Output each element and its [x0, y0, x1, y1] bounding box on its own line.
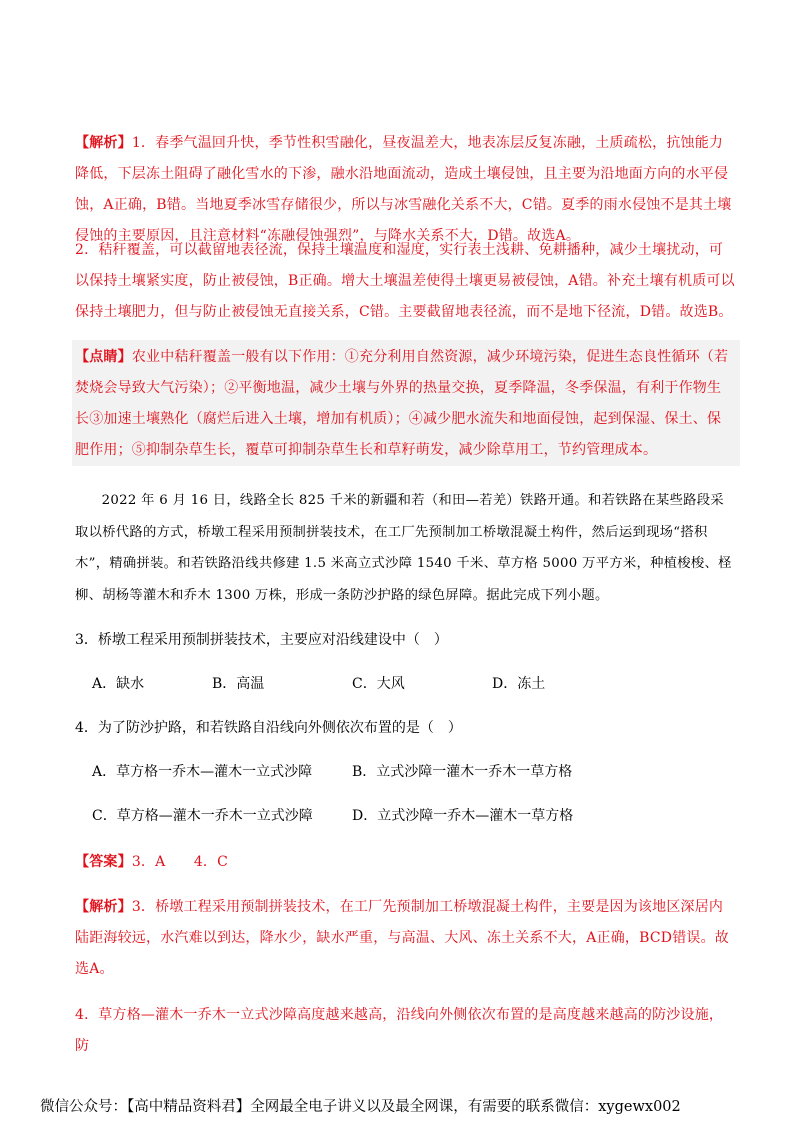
question-4-option-b[interactable]: B．立式沙障一灌木一乔木一草方格 [352, 764, 573, 780]
question-3-stem: 3．桥墩工程采用预制拼装技术，主要应对沿线建设中（ ） [75, 632, 448, 648]
analysis-tag: 【解析】 [75, 899, 132, 915]
question-4-option-d[interactable]: D．立式沙障一乔木—灌木一草方格 [352, 808, 574, 824]
answer-line [75, 847, 735, 878]
question-3-option-d[interactable]: D．冻土 [492, 676, 546, 692]
analysis-4 [75, 1000, 735, 1062]
tip-tag: 【点睛】 [75, 349, 132, 365]
analysis-3 [75, 892, 735, 985]
analysis-2-text: 2．秸秆覆盖，可以截留地表径流，保持土壤温度和湿度，实行表土浅耕、免耕播种，减少土壤扰动，可以保持土壤紧实度，防止被侵蚀，B正确。增大土壤温差使得土壤更易被侵蚀，A错。补充土壤有机质可以保持土壤肥力，但与防止被侵蚀无直接关系，C错。主要截留地表径流，而不是地下径流，D错。故选B。 [75, 242, 735, 320]
analysis-3-text: 3．桥墩工程采用预制拼装技术，在工厂先预制加工桥墩混凝土构件，主要是因为该地区深居内陆距海较远，水汽难以到达，降水少，缺水严重，与高温、大风、冻土关系不大，A正确，BCD错误。故选A。 [75, 899, 729, 977]
analysis-4-text: 4．草方格—灌木一乔木一立式沙障高度越来越高，沿线向外侧依次布置的是高度越来越高的防沙设施，防 [75, 1007, 724, 1054]
footer-wechat-contact: 微信公众号：【高中精品资料君】全网最全电子讲义以及最全网课，有需要的联系微信：xygewx002 [40, 1099, 681, 1115]
question-4-stem: 4．为了防沙护路，和若铁路自沿线向外侧依次布置的是（ ） [75, 720, 462, 736]
tip-text: 农业中秸秆覆盖一般有以下作用：①充分利用自然资源，减少环境污染，促进生态良性循环（若焚烧会导致大气污染）；②平衡地温，减少土壤与外界的热量交换，夏季降温，冬季保温，有利于作物生长③加速土壤熟化（腐烂后进入土壤，增加有机质）；④减少肥水流失和地面侵蚀，起到保湿、保土、保肥作用；⑤抑制杂草生长，覆草可抑制杂草生长和草籽萌发，减少除草用工，节约管理成本。 [75, 349, 729, 458]
answer-text: 3．A 4．C [131, 854, 229, 870]
material-passage: 2022 年 6 月 16 日，线路全长 825 千米的新疆和若（和田—若羌）铁路开通。和若铁路在某些路段采取以桥代路的方式，桥墩工程采用预制拼装技术，在工厂先预制加工桥墩混凝土构件，然后运到现场“搭积木”，精确拼装。和若铁路沿线共修建 1.5 米高立式沙障 1540 千米、草方格 5000 万平方米，种植梭梭、柽柳、胡杨等灌木和乔木 1300 万株，形成一条防沙护路的绿色屏障。据此完成下列小题。 [75, 493, 732, 603]
question-3-option-c[interactable]: C．大风 [352, 676, 405, 692]
question-4-option-c[interactable]: C．草方格—灌木一乔木一立式沙障 [92, 808, 313, 824]
question-4-option-a[interactable]: A．草方格一乔木—灌木一立式沙障 [92, 764, 313, 780]
analysis-1 [75, 128, 735, 252]
question-3-option-b[interactable]: B．高温 [212, 676, 265, 692]
analysis-tag: 【解析】 [75, 135, 132, 151]
analysis-1-text: 1．春季气温回升快，季节性积雪融化，昼夜温差大，地表冻层反复冻融，土质疏松，抗蚀能力降低，下层冻土阻碍了融化雪水的下渗，融水沿地面流动，造成土壤侵蚀，且主要为沿地面方向的水平侵蚀，A正确，B错。当地夏季冰雪存储很少，所以与冰雪融化关系不大，C错。夏季的雨水侵蚀不是其土壤侵蚀的主要原因，且注意材料“冻融侵蚀强烈”，与降水关系不大，D错。故选A。 [75, 135, 732, 244]
analysis-2 [75, 235, 735, 328]
answer-tag: 【答案】 [75, 854, 132, 870]
question-3-option-a[interactable]: A．缺水 [92, 676, 145, 692]
tip [75, 342, 735, 466]
